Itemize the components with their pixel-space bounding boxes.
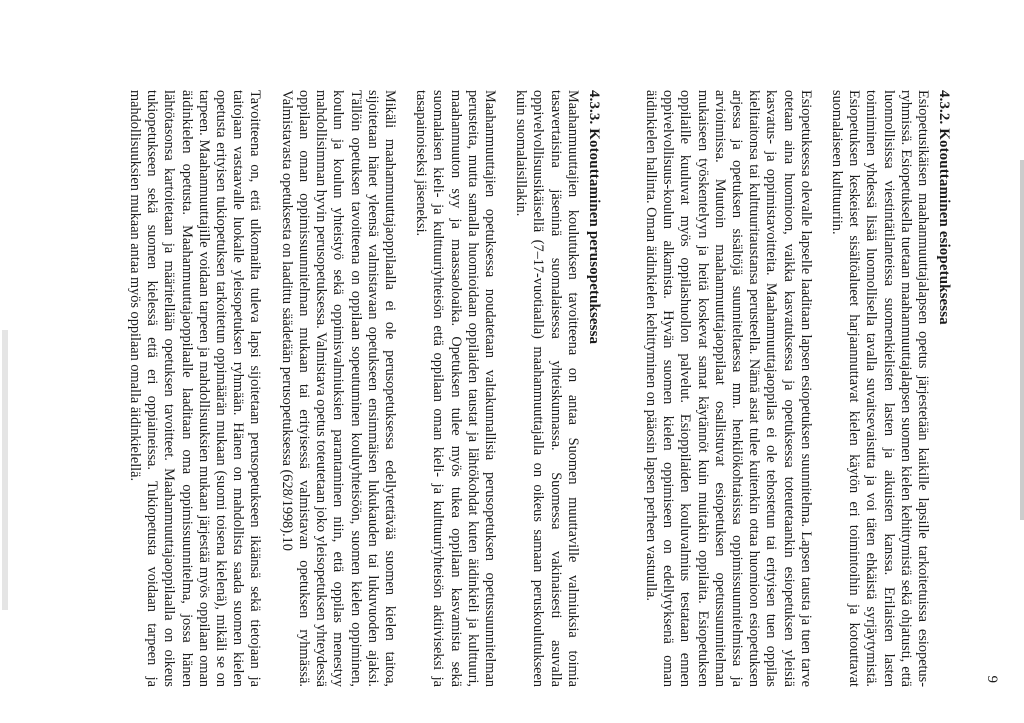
paragraph: Esiopetusikäisen maahanmuuttajalapsen opetus järjestetään kaikille lapsille tarkoitetuissa esiopetus-ryhmissä. Esiopetuksella tuetaan maahanmuuttajalapsen suomen kielen kehittymistä sekä ohjatusti, että luonnollisissa viestintätilanteissa suomenkielisten lasten ja aikuisten kanssa. Erilaisten lasten toimiminen yhdessä lisää luonnollisella tavalla suvaitsevaisutta ja voi täten ehkäistä syrjäytymistä. Esiopetuksen keskeiset sisältöalueet harjaannuttavat kielen käytön eri toimintoihin ja kotouttavat suomalaiseen kulttuuriin. bbox=[828, 90, 931, 687]
page-number: 9 bbox=[984, 675, 1000, 683]
section-heading-4-3-2: 4.3.2. Kotouttaminen esiopetuksessa bbox=[936, 90, 952, 325]
scan-artifact-bottom bbox=[2, 330, 8, 610]
paragraph: Tavoitteena on, että ulkomailta tuleva lapsi sijoitetaan perusopetukseen ikäänsä sekä tietojaan ja taitojaan vastaavalle luokalle yleisopetuksen ryhmään. Hänen on mahdollista saada suomen kielen opetusta erityisen tukiopetuksen tarkoitetun oppimäärän mukaan (suomi toisena kielenä), mikäli se on tarpeen. Maahanmuuttajille voidaan tarpeen ja mahdollisuuksien mukaan järjestää myös oppilaan oman äidinkielen opetusta. Maahanmuuttajaoppilaalle laaditaan oma oppimissuunnitelma, jossa hänen lähtötasonsa kartoitetaan ja määritellään opetuksen tavoitteet. Maahanmuuttajaoppilaalla on oikeus tukiopetukseen sekä suomen kielessä että eri oppiaineissa. Tukiopetusta voidaan tarpeen ja mahdollisuuksien mukaan antaa myös oppilaan omalla äidinkielellä. bbox=[127, 90, 264, 687]
section-heading-4-3-3: 4.3.3. Kotouttaminen perusopetuksessa bbox=[585, 90, 602, 345]
paragraph: Maahanmuuttajien opetuksessa noudatetaan valtakunnallisia perusopetuksen opetussuunnitelman perusteita, mutta samalla huomioidaan oppilaiden taustat ja lähtökohdat kuten äidinkieli ja kulttuuri, maahanmuuton syy ja maassaoloaika. Opetuksen tulee myös tukea oppilaan kasvamista sekä suomalaisen kieli- ja kulttuuriyhteisön että oppilaan oman kieli- ja kulttuuriyhteisön aktiiviseksi ja tasapainoiseksi jäseneksi. bbox=[413, 90, 498, 687]
paragraph: Esiopetuksessa olevalle lapselle laaditaan lapsen esiopetuksen suunnitelma. Lapsen tausta ja tuen tarve otetaan aina huomioon, vaikka kasvatuksessa ja opetuksessa toteutetaankin esiopetuksen yleisiä kasvatus- ja oppimistavoitteita. Maahanmuuttajaoppilas ei ole tehostetun tai erityisen tuen oppilas kielitaitonsa tai kulttuuritaustansa perusteella. Nämä asiat tulee kuitenkin ottaa huomioon esiopetuksen arjessa ja opetuksen sisältöjä suunniteltaessa mm. henkilökohtaisissa oppimissuunnitelmissa ja arvioinnissa. Muutoin maahanmuuttajaoppilaat osallistuvat esiopetuksen opetussuunnitelman mukaiseen työskentelyyn ja heitä koskevat samat käytännöt kuin muitakin oppilaita. Esiopetuksen oppilaille kuuluvat myös oppilashuollon palvelut. Esioppilaiden kouluvalmius testataan ennen oppivelvollisuus-koulun alkamista. Hyvän suomen kielen oppimiseen on edellytyksenä oman äidinkielen hallinta. Oman äidinkielen kehittyminen on pääosin lapsen perheen vastuulla. bbox=[642, 90, 814, 687]
paragraph: Maahanmuuttajien koulutuksen tavoitteena on antaa Suomen muuttaville valmiuksia toimia tasavertaisina jäseninä suomalaisessa yhteiskunnassa. Suomessa vakinaisesti asuvalla oppivelvollisuusikäisellä (7–17-vuotiaalla) maahanmuuttajalla on oikeus samaan peruskoulutukseen kuin suomalaisillakin. bbox=[513, 90, 581, 687]
scan-artifact-top bbox=[1020, 160, 1024, 520]
paragraph: Mikäli maahanmuuttajaoppilaalla ei ole perusopetuksessa edellytettävää suomen kielen taitoa, sijoitetaan hänet yleensä valmistavaan opetukseen ensimmäisen lukukauden tai lukuvuoden ajaksi. Tällöin opetuksen tavoitteena on oppilaan sopeutuminen kouluyhteisöön, suomen kielen oppiminen, koulun ja koulun yhteistyö sekä oppimisvalmiuksien parantaminen niin, että oppilas menestyy mahdollisimman hyvin perusopetuksessa. Valmistava opetus toteutetaan joko yleisopetuksen yhteydessä oppilaan oman oppimissuunnitelman mukaan tai erityisessä valmistavan opetuksen ryhmässä. Valmistavasta opetuksesta on laadittu säädetään perusopetuksessa (628/1998).10 bbox=[278, 90, 398, 687]
